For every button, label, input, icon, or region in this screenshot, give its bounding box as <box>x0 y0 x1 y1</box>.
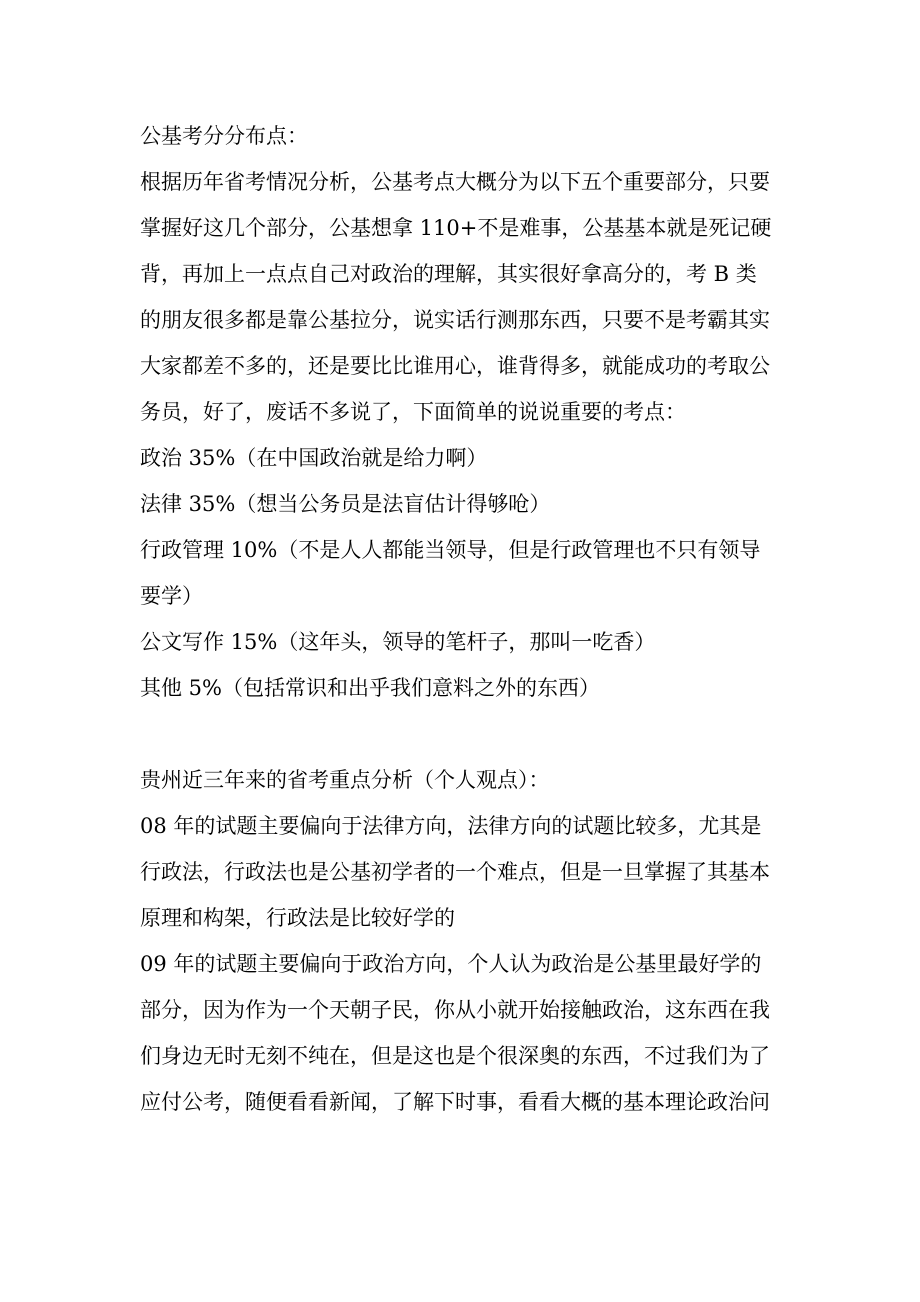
score-item-politics <box>140 435 790 481</box>
score-item-line: 其他 5%（包括常识和出乎我们意料之外的东西） <box>140 676 600 700</box>
analysis-paragraph-2009 <box>140 941 790 1125</box>
score-item-line: 政治 35%（在中国政治就是给力啊） <box>140 446 488 470</box>
intro-line: 根据历年省考情况分析，公基考点大概分为以下五个重要部分，只要 <box>140 170 770 194</box>
paragraph-line: 部分，因为作为一个天朝子民，你从小就开始接触政治，这东西在我 <box>140 998 770 1022</box>
intro-line: 务员，好了，废话不多说了，下面简单的说说重要的考点： <box>140 400 686 424</box>
score-item-official-writing <box>140 619 790 665</box>
score-item-line: 要学） <box>140 584 203 608</box>
score-item-law <box>140 481 790 527</box>
intro-line: 大家都差不多的，还是要比比谁用心，谁背得多，就能成功的考取公 <box>140 354 770 378</box>
analysis-paragraph-2008 <box>140 803 790 941</box>
paragraph-line: 应付公考，随便看看新闻，了解下时事，看看大概的基本理论政治问 <box>140 1090 770 1114</box>
intro-line: 掌握好这几个部分，公基想拿 110+不是难事，公基基本就是死记硬 <box>140 216 772 240</box>
paragraph-line: 08 年的试题主要偏向于法律方向，法律方向的试题比较多，尤其是 <box>140 814 762 838</box>
score-item-line: 法律 35%（想当公务员是法盲估计得够呛） <box>140 492 551 516</box>
paragraph-line: 09 年的试题主要偏向于政治方向，个人认为政治是公基里最好学的 <box>140 952 762 976</box>
intro-paragraph <box>140 159 790 435</box>
paragraph-line: 原理和构架，行政法是比较好学的 <box>140 906 455 930</box>
intro-line: 背，再加上一点点自己对政治的理解，其实很好拿高分的，考 B 类 <box>140 262 757 286</box>
section-heading-score-distribution: 公基考分分布点： <box>140 124 308 148</box>
score-item-other <box>140 665 790 711</box>
score-item-line: 公文写作 15%（这年头，领导的笔杆子，那叫一吃香） <box>140 630 656 654</box>
section-heading-guizhou-analysis: 贵州近三年来的省考重点分析（个人观点）： <box>140 768 550 792</box>
section-spacer <box>140 711 790 757</box>
score-item-line: 行政管理 10%（不是人人都能当领导，但是行政管理也不只有领导 <box>140 538 761 562</box>
score-item-administration <box>140 527 790 619</box>
paragraph-line: 们身边无时无刻不纯在，但是这也是个很深奥的东西，不过我们为了 <box>140 1044 770 1068</box>
paragraph-line: 行政法，行政法也是公基初学者的一个难点，但是一旦掌握了其基本 <box>140 860 770 884</box>
intro-line: 的朋友很多都是靠公基拉分，说实话行测那东西，只要不是考霸其实 <box>140 308 770 332</box>
document-page <box>140 113 790 1125</box>
